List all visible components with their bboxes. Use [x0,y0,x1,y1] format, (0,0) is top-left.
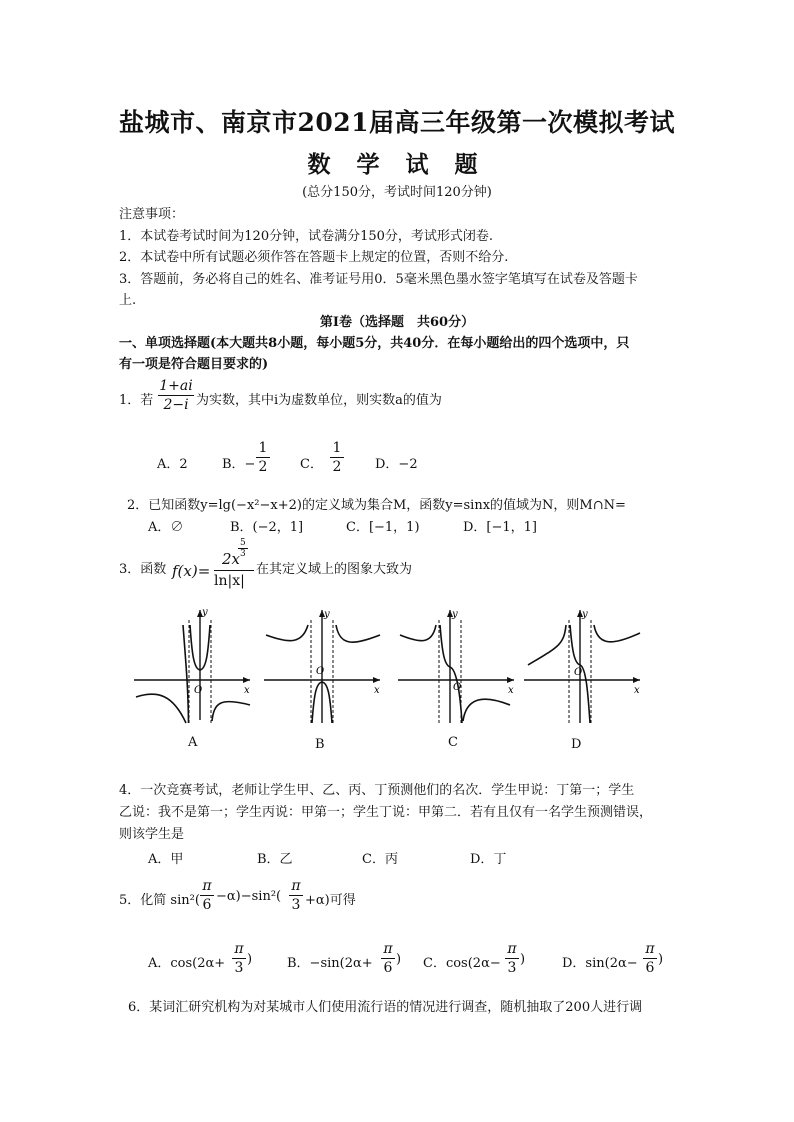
q3-numerator: 2x [222,550,241,568]
q5-option-a-num: π [234,941,244,957]
exam-subtitle: 数 学 试 题 [307,151,487,178]
q1-fraction [158,378,194,413]
q5-option-b-frac [381,941,395,976]
q4-line3: 则该学生是 [119,827,185,842]
q3-graph-c [392,605,520,725]
q3-exp-den: 3 [240,549,246,559]
q5-option-b-den: 6 [383,960,393,976]
q5-prefix: 5．化简 sin²( [119,893,200,908]
q3-graph-b-label: B [315,737,325,752]
q5-option-d-frac [643,941,657,976]
q5-option-c-num: π [507,941,517,957]
axis-x-label: x [374,685,380,696]
q3-graph-a [128,605,256,725]
q5-frac-1-num: π [202,878,212,894]
origin-label: O [194,685,203,696]
q5-option-d-den: 6 [645,960,655,976]
q5-option-c-frac [505,941,519,976]
q2-option-d: D．[−1，1] [463,520,538,535]
section-heading-line1: 一、单项选择题(本大题共8小题，每小题5分，共40分．在每小题给出的四个选项中，只 [119,336,630,351]
exam-title: 盐城市、南京市2021届高三年级第一次模拟考试 [118,108,676,137]
note-item: 1．本试卷考试时间为120分钟，试卷满分150分，考试形式闭卷. [119,229,494,244]
q1-prefix: 1．若 [119,393,154,408]
q5-option-c-pre: C．cos(2α− [423,956,501,971]
notes-heading: 注意事项： [119,207,185,222]
q5-option-d-close: ) [658,952,664,967]
q3-suffix: 在其定义域上的图象大致为 [256,562,413,577]
q1-option-c-den: 2 [332,459,342,475]
q1-suffix: 为实数，其中i为虚数单位，则实数a的值为 [196,393,442,408]
q5-option-c-den: 3 [507,960,517,976]
axis-y-label: y [452,609,458,620]
note-item: 3．答题前，务必将自己的姓名、准考证号用0．5毫米黑色墨水签字笔填写在试卷及答题卡 [119,272,638,287]
q5-option-b-num: π [383,941,393,957]
note-item: 2．本试卷中所有试题必须作答在答题卡上规定的位置，否则不给分. [119,250,509,265]
q5-option-c-close: ) [520,952,526,967]
q2-option-c: C．[−1，1) [346,520,420,535]
q5-mid: −α)−sin²( [216,889,282,904]
q5-frac-1 [200,878,214,913]
q4-line2: 乙说：我不是第一；学生丙说：甲第一；学生丁说：甲第二．若有且仅有一名学生预测错误， [119,805,653,820]
q5-option-d-num: π [645,941,655,957]
q2-text: 2．已知函数y=lg(−x²−x+2)的定义域为集合M，函数y=sinx的值域为N，则M∩N= [127,498,626,513]
q6-line1: 6．某词汇研究机构为对某城市人们使用流行语的情况进行调查，随机抽取了200人进行调 [128,1000,643,1015]
q1-option-b-fraction [256,440,270,475]
q1-option-c-label: C． [300,457,323,472]
q3-graph-c-label: C [448,735,458,750]
axis-x-label: x [634,685,640,696]
q5-option-a-pre: A．cos(2α+ [148,956,226,971]
q4-option-d: D．丁 [470,852,507,867]
q3-fx: f(x)= [172,562,211,580]
q5-option-b-close: ) [396,952,402,967]
q5-option-b-pre: B．−sin(2α+ [287,956,373,971]
q5-option-a-close: ) [247,952,253,967]
q2-option-b: B．(−2，1] [230,520,304,535]
origin-label: O [316,666,325,677]
axis-y-label: y [324,609,330,620]
q5-option-a-den: 3 [234,960,244,976]
axis-x-label: x [244,685,250,696]
part1-heading: 第Ⅰ卷（选择题 共60分） [319,315,475,330]
q1-option-b-num: 1 [258,440,268,456]
q5-frac-2-den: 3 [291,897,301,913]
q3-denominator: ln|x| [214,573,245,589]
axis-y-label: y [582,609,588,620]
q1-option-b-label: B．− [222,457,256,472]
exam-info: (总分150分，考试时间120分钟) [302,185,492,200]
q3-graph-b [258,605,386,725]
q4-option-c: C．丙 [362,852,398,867]
note-item: 上. [119,293,137,308]
q4-line1: 4．一次竞赛考试，老师让学生甲、乙、丙、丁预测他们的名次．学生甲说：丁第一；学生 [119,783,635,798]
q5-frac-1-den: 6 [202,897,212,913]
q3-exp-num: 5 [240,538,246,548]
q5-frac-2-num: π [291,878,301,894]
q5-option-a-frac [232,941,246,976]
section-heading-line2: 有一项是符合题目要求的) [119,357,269,372]
q3-graph-a-label: A [188,735,198,750]
origin-label: O [574,667,583,678]
q1-option-c-num: 1 [332,440,342,456]
q1-option-c-fraction [330,440,344,475]
q4-option-a: A．甲 [148,852,184,867]
origin-label: O [453,682,462,693]
q1-frac-num: 1+ai [159,378,193,394]
axis-x-label: x [508,685,514,696]
q2-option-a: A．∅ [148,520,184,535]
q3-prefix: 3．函数 [119,562,167,577]
q1-frac-den: 2−i [163,397,189,413]
q1-option-d: D．−2 [375,457,418,472]
q1-option-b-den: 2 [258,459,268,475]
q5-suffix: +α)可得 [305,893,356,908]
q3-fraction-bar [214,570,254,571]
q1-option-a: A．2 [157,457,188,472]
q4-option-b: B．乙 [257,852,293,867]
q3-graph-d [518,605,646,725]
q5-option-d-pre: D．sin(2α− [562,956,638,971]
axis-y-label: y [202,607,208,618]
q5-frac-2 [289,878,303,913]
q3-graph-d-label: D [571,737,582,752]
